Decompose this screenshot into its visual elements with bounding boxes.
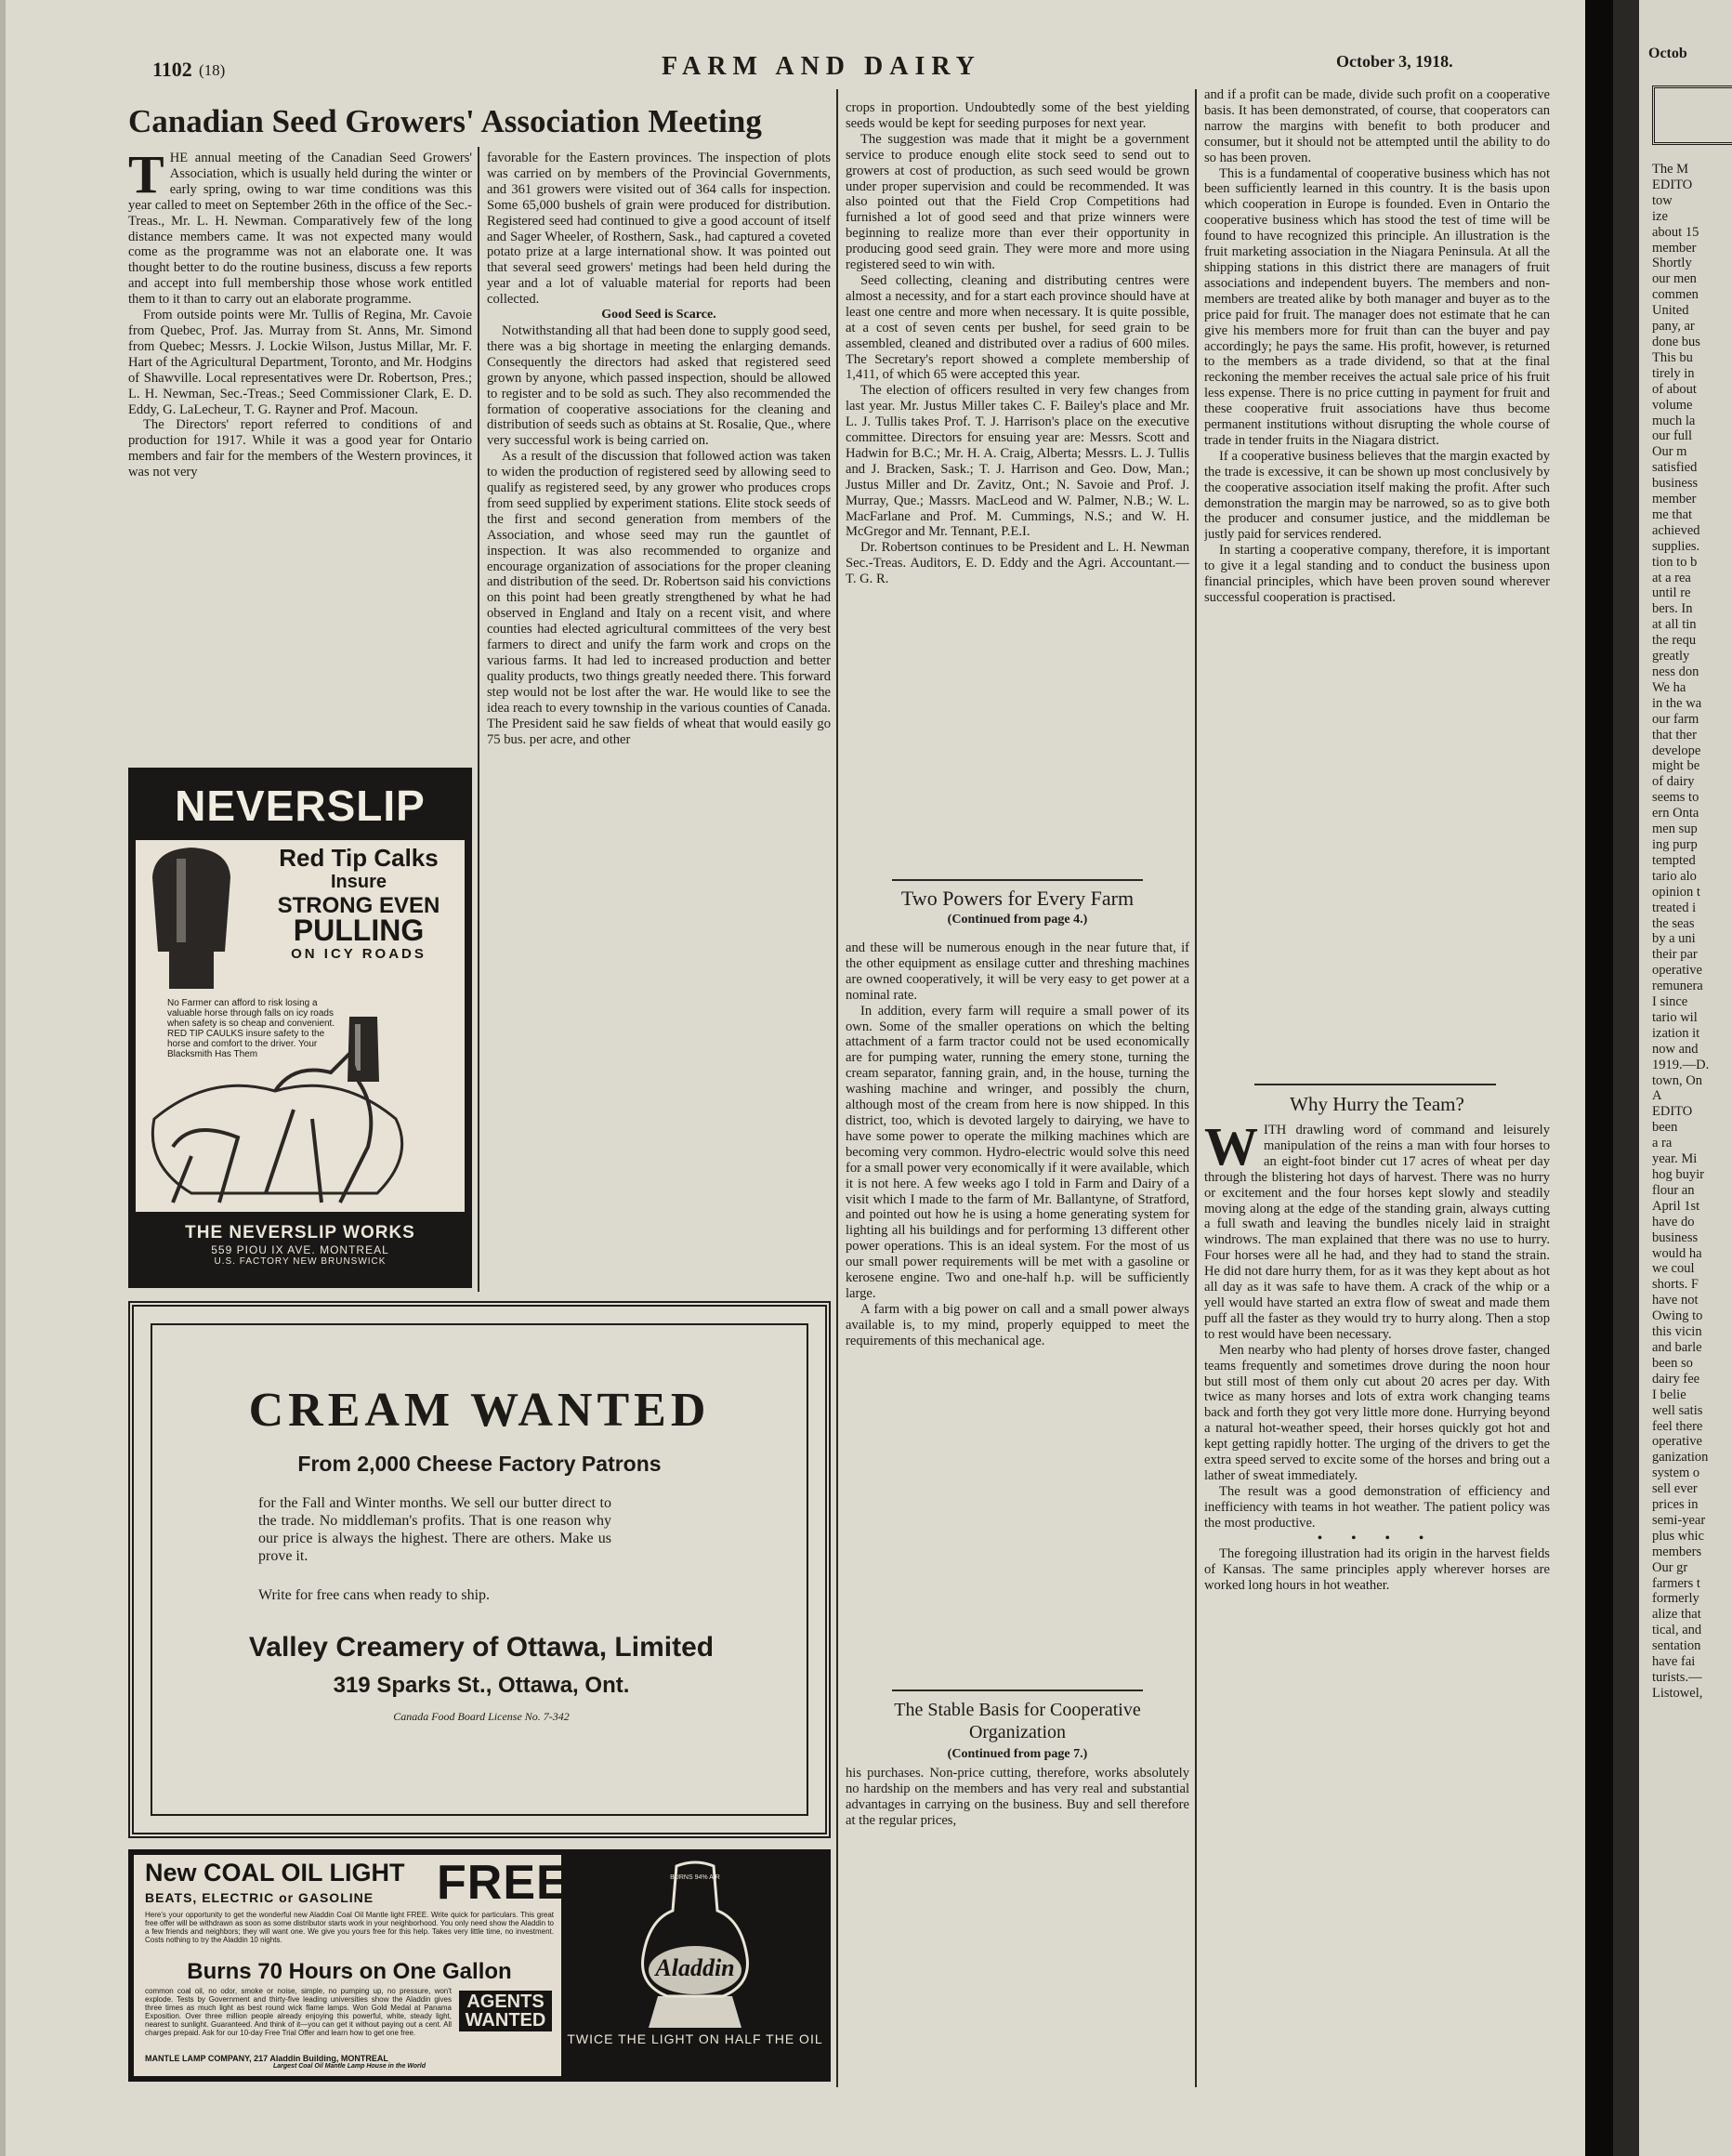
ad-panel: [136, 840, 465, 1212]
facing-page-line: ness don: [1652, 664, 1699, 679]
continued-note: (Continued from page 7.): [947, 1747, 1088, 1761]
facing-page-line: Owing to: [1652, 1308, 1703, 1324]
facing-page-line: ing purp: [1652, 836, 1698, 852]
section-divider: [892, 1689, 1143, 1691]
facing-page-line: been: [1652, 1120, 1678, 1136]
facing-page-line: flour an: [1652, 1182, 1695, 1198]
facing-page-line: member: [1652, 240, 1697, 256]
facing-page-line: volume: [1652, 397, 1693, 413]
neverslip-footer: THE NEVERSLIP WORKS 559 PIOU IX AVE. MONTREAL U.S. FACTORY NEW BRUNSWICK: [185, 1223, 415, 1267]
paragraph: his purchases. Non-price cutting, therefore, works absolutely no hardship on the members and has very real and substantial advantages in carrying on the business. Buy and sell therefore at the regular prices,: [846, 1766, 1189, 1828]
lamp-icon: [565, 1855, 825, 2031]
facing-page-line: done bus: [1652, 334, 1700, 349]
facing-page-line: This bu: [1652, 349, 1693, 365]
paragraph: In addition, every farm will require a small power of its own. Some of the smaller operations on which the belting attachment of a farm tractor could not be used economically are for pumping water, running the emery stone, turning the cream separator, fanning grain, and, in the house, turning the washing machine and wringer, and possibly the churn, although most of the cream from here is now shipped. In this district, too, which is devoted largely to dairying, we have to have some power to operate the milking machines which are becoming very common. Hydro-electric would solve this need for a small power very economically if it were available, which it is not here. A few weeks ago I told in Farm and Dairy of a visit which I made to the farm of Mr. Ballantyne, of Stratford, and pointed out how he is using a home generating system for lighting all his buildings and for performing 13 different other power operations. This is an ideal system. For the most of us our small power requirements will be met with a gasoline or kerosene engine. Two and one-half h.p. will be sufficiently large.: [846, 1003, 1189, 1301]
facing-page-line: farmers t: [1652, 1575, 1700, 1591]
facing-page-line: ern Onta: [1652, 806, 1699, 822]
section-divider: [892, 879, 1143, 881]
facing-page-line: year. Mi: [1652, 1151, 1698, 1167]
lamp-offer-text: Here's your opportunity to get the wonderful new Aladdin Coal Oil Mantle light FREE. Write quick for particulars. This great free offer will be withdrawn as soon as some distributor starts work in your neighborhood. You only need show the Aladdin to a few friends and neighbors; they will want one. We give you yours free for this help. Takes very little time, no investment. Costs nothing to try the Aladdin 10 nights.: [145, 1911, 554, 1944]
lamp-brand-text: Aladdin: [655, 1954, 735, 1981]
lamp-company: MANTLE LAMP COMPANY, 217 Aladdin Building, MONTREAL Largest Coal Oil Mantle Lamp House in the World: [145, 2054, 426, 2070]
column-rule: [478, 147, 479, 1292]
binding-gutter: [1585, 0, 1613, 2156]
facing-page-line: would ha: [1652, 1245, 1702, 1261]
article-title-stable-basis: The Stable Basis for Cooperative Organization: [894, 1700, 1141, 1742]
facing-page-date: Octob: [1648, 46, 1687, 61]
facing-page-line: until re: [1652, 585, 1691, 601]
masthead: FARM AND DAIRY: [662, 52, 981, 81]
facing-page-line: I belie: [1652, 1387, 1686, 1402]
facing-page-line: tion to b: [1652, 554, 1698, 570]
facing-page-line: greatly: [1652, 649, 1690, 664]
facing-page-line: shorts. F: [1652, 1277, 1699, 1293]
facing-page-line: United: [1652, 303, 1689, 319]
facing-page-line: treated i: [1652, 900, 1697, 915]
article-stable-basis-body: [846, 1766, 1189, 2082]
facing-page-line: have fai: [1652, 1654, 1696, 1670]
facing-page-line: The M: [1652, 162, 1689, 177]
facing-page-line: sell ever: [1652, 1481, 1698, 1497]
facing-page-line: by a uni: [1652, 931, 1696, 947]
facing-page-line: about 15: [1652, 224, 1699, 240]
article-column-2: [487, 151, 831, 1290]
facing-page-line: turists.—: [1652, 1670, 1702, 1685]
facing-page-line: operative: [1652, 963, 1702, 979]
food-board-license: Canada Food Board License No. 7-342: [393, 1710, 570, 1723]
page-sub-number: (18): [199, 61, 226, 79]
facing-page-line: operative: [1652, 1434, 1702, 1450]
paragraph: Dr. Robertson continues to be President and L. H. Newman Sec.-Treas. Auditors, E. D. Eddy and the Agri. Accountant.—T. G. R.: [846, 540, 1189, 587]
neverslip-advertisement: [128, 768, 472, 1288]
lamp-subhead: BEATS, ELECTRIC or GASOLINE: [145, 1890, 374, 1905]
ad-border: [151, 1323, 808, 1816]
paragraph: Men nearby who had plenty of horses drove faster, changed teams frequently and sometimes drove during the noon hour but still most of them only cut about 20 acres per day. With twice as many horses and lots of extra work changing teams back and forth they got very little more done. Hurrying beyond a natural hot-weather speed, their horses quickly got hot and kept getting rapidly hotter. The urging of the drivers to get the extra speed served to excite some of the horses and bring out a lather of sweat immediately.: [1204, 1342, 1550, 1483]
facing-page-line: formerly: [1652, 1591, 1699, 1607]
facing-page-line: commen: [1652, 287, 1699, 303]
cream-body: for the Fall and Winter months. We sell our butter direct to the trade. No middleman's profits. That is one reason why our price is always the highest. There are others. Make us prove it.: [258, 1495, 611, 1564]
facing-page-line: in the wa: [1652, 695, 1702, 711]
facing-page-line: a ra: [1652, 1136, 1673, 1151]
paragraph: A farm with a big power on call and a small power always available is, to my mind, properly equipped to meet the requirements of this mechanical age.: [846, 1301, 1189, 1348]
facing-page-line: Our m: [1652, 444, 1687, 460]
facing-page-line: We ha: [1652, 679, 1686, 695]
facing-page-line: plus whic: [1652, 1528, 1704, 1544]
facing-page-line: the seas: [1652, 915, 1695, 931]
paragraph: In starting a cooperative company, therefore, it is important to give it a legal standing and to conduct the business upon financial principles, which have been proven sound wherever successful cooperation is practised.: [1204, 543, 1550, 605]
facing-page-line: have not: [1652, 1293, 1699, 1308]
separator-dots: • • • •: [1317, 1531, 1437, 1545]
issue-date: October 3, 1918.: [1336, 52, 1453, 71]
facing-page-line: achieved: [1652, 522, 1700, 538]
paragraph: Notwithstanding all that had been done to supply good seed, there was a big shortage in meeting the enlarging demands. Consequently the directors had asked that registered seed grown by anyone, which passed inspection, should be allowed to register and to be sold as such. They also recommended the formation of cooperative associations for the cleaning and distribution of seeds such as obtains at St. Rosalie, Que., where very successful work is being carried on.: [487, 322, 831, 449]
facing-page-line: seems to: [1652, 790, 1699, 806]
drop-cap: W: [1204, 1123, 1258, 1177]
paragraph: From outside points were Mr. Tullis of Regina, Mr. Cavoie from Quebec, Prof. Jas. Murray from St. Anns, Mr. Simond from Quebec; Messrs. J. Lockie Wilson, Justus Millar, Mr. F. Hart of the Agricultural Department, Toronto, and Mr. Hodgins of Shawville. Local representatives were Dr. Robertson, Pres.; L. H. Newman, Sec.-Treas.; Seed Commissioner Clark, E. D. Eddy, G. LaLecheur, T. G. Rayner and Prof. Macoun.: [128, 308, 472, 417]
facing-page-line: of about: [1652, 381, 1697, 397]
creamery-address: 319 Sparks St., Ottawa, Ont.: [333, 1673, 630, 1698]
facing-page-line: ganization: [1652, 1450, 1709, 1466]
paragraph: The foregoing illustration had its origin in the harvest fields of Kansas. The same principles apply wherever horses are worked long hours in hot weather.: [1204, 1546, 1550, 1594]
paragraph: favorable for the Eastern provinces. The inspection of plots was carried on by members of the Provincial Governments, and 361 growers were visited out of 364 calls for inspection. Some 65,000 bushels of grain were produced for distribution. Registered seed had continued to give a good account of itself and Sager Wheeler, of Rosthern, Sask., had captured a coveted potato prize at a large international show. It was pointed out that several seed growers' metings had been held during the year and a lot of valuable material for reports had been collected.: [487, 151, 831, 308]
creamery-name: Valley Creamery of Ottawa, Limited: [248, 1632, 715, 1663]
facing-page-line: opinion t: [1652, 884, 1700, 900]
neverslip-brand: NEVERSLIP: [175, 782, 426, 830]
facing-page-line: ization it: [1652, 1025, 1700, 1041]
lamp-burns-headline: Burns 70 Hours on One Gallon: [187, 1959, 512, 1984]
paragraph: The suggestion was made that it might be a government service to produce enough elite stock seed to send out to growers at cost of production, as such seed would be grown under proper supervision and could be recommended. It was also pointed out that the Field Crop Competitions had furnished a lot of good seed and that prize winners were beginning to realize more than ever their opportunity in producing good seed grain. They were more and more using registered seed to win with.: [846, 131, 1189, 273]
facing-page-line: men sup: [1652, 822, 1698, 837]
facing-page-line: A: [1652, 1088, 1662, 1104]
section-divider: [1254, 1084, 1496, 1085]
paragraph: This is a fundamental of cooperative business which has not been sufficiently learned in this country. It is the basis upon which cooperation in Europe is founded. Even in Ontario the cooperative business which has stood the test of time will be found to have recognized this principle. An illustration is the fruit marketing association in the Niagara Peninsula. At all the shipping stations in this district there are managers of fruit associations and independent buyers. The members and non-members are treated alike by both manager and buyer as to the price paid for fruit. The manager does not estimate that he can give his members more for fruit than can the buyer and pay accordingly; he pays the same. His profit, however, is returned to the members as a trade dividend, so that at the final reckoning the member receives the actual sale price of his fruit less expense. There is no price cutting in payment for fruit and these cooperative fruit associations have thus become permanent institutions without disrupting the whole course of trade in tender fruits in the Niagara district.: [1204, 165, 1550, 448]
paragraph: and these will be numerous enough in the near future that, if the other equipment as ensilage cutter and threshing machines are owned cooperatively, it will be very easy to get power at a nominal rate.: [846, 940, 1189, 1003]
paragraph: The election of officers resulted in very few changes from last year. Mr. Justus Miller takes C. F. Bailey's place and Mr. L. J. Tullis takes Prof. T. J. Harrison's place on the executive committee. Directors for ensuing year are: Messrs. Scott and Hadwin for B.C.; Mr. H. A. Craig, Alberta; Messrs. L. J. Tullis and J. Bracken, Sask.; T. J. Harrison and Geo. Dow, Man.; Justus Miller and Dr. Zavitz, Ont.; N. Savoie and Prof. J. Murray, Que.; Massrs. MacLeod and W. Palmer, N.B.; W. L. MacFarlane and Prof. M. Cummings, N.S.; and W. H. McGregor and Mr. Tennant, P.E.I.: [846, 383, 1189, 540]
paragraph: The Directors' report referred to conditions of and production for 1917. While it was a good year for Ontario members and fair for the members of the Western provinces, it was not very: [128, 417, 472, 480]
facing-page-line: I since: [1652, 994, 1688, 1010]
paragraph: crops in proportion. Undoubtedly some of the best yielding seeds would be kept for seeding purposes for next year.: [846, 100, 1189, 131]
facing-page-line: prices in: [1652, 1497, 1699, 1513]
paragraph: ITH drawling word of command and leisurely manipulation of the reins a man with four horses to an eight-foot binder cut 17 acres of wheat per day through the blistering hot days of harvest. There was no hurry or excitement and the four horses kept slowly and steadily moving along at the edge of the standing grain, always cutting a full swath and leaving the bundles nicely laid in straight windrows. The man explained that there was no use to hurry. Four horses were all he had, and they had to stand the strain. He did not dare hurry them, for as it was they kept about as hot all day as it was safe to have them. A crack of the whip or a yell would have started an extra flow of sweat and made them puff all the faster as they would try to hurry along. Then a stop to rest would have been necessary.: [1204, 1123, 1550, 1342]
facing-page-line: Listowel,: [1652, 1685, 1703, 1701]
subheading: Good Seed is Scarce.: [601, 308, 716, 322]
facing-page-box: [1652, 85, 1732, 145]
facing-page-line: we coul: [1652, 1261, 1695, 1277]
page-number: 1102: [152, 58, 192, 81]
facing-page-line: Shortly: [1652, 256, 1692, 271]
facing-page-line: their par: [1652, 947, 1698, 963]
facing-page-line: system o: [1652, 1466, 1700, 1481]
facing-page-line: member: [1652, 492, 1697, 507]
article-column-3: [846, 100, 1189, 875]
facing-page-line: business: [1652, 476, 1699, 492]
cream-headline: CREAM WANTED: [248, 1384, 711, 1437]
facing-page-line: April 1st: [1652, 1198, 1700, 1214]
facing-page-line: tario wil: [1652, 1009, 1698, 1025]
article-column-1: [128, 151, 472, 756]
article-hurry-team-body: [1204, 1123, 1550, 1931]
article-stable-basis-continued: [1204, 87, 1550, 1074]
facing-page-line: semi-year: [1652, 1512, 1706, 1528]
lamp-detail-text: common coal oil, no odor, smoke or noise, simple, no pumping up, no pressure, won't explode. Tests by Government and thirty-five leading universities show the Aladdin gives three times as much light as best round wick flame lamps. Won Gold Medal at Panama Exposition. Over three million people already enjoying this powerful, white, steady light, nearest to sunlight. Guaranteed. And think of it—you can get it without paying out a cent. All charges prepaid. Ask for our 10-day Free Trial Offer and learn how to get one free.: [145, 1987, 452, 2037]
facing-page-text: [1652, 162, 1709, 1702]
article-title-seed-growers: Canadian Seed Growers' Association Meeting: [128, 103, 762, 139]
paragraph: If a cooperative business believes that the margin exacted by the trade is excessive, it can be shown up most conclusively by the cooperative association itself making the profit. After such demonstration the margin may be narrowed, so as to give both the producer and consumer justice, and the middleman be justly paid for services rendered.: [1204, 448, 1550, 543]
lamp-ad-text-panel: [134, 1855, 570, 2076]
neverslip-tagline: Red Tip Calks Insure STRONG EVEN PULLING ON ICY ROADS: [277, 844, 440, 962]
neverslip-body: No Farmer can afford to risk losing a valuable horse through falls on icy roads when safety is so cheap and convenient. RED TIP CAULKS insure safety to the horse and comfort to the driver. Your Blacksmith Has Them: [167, 998, 335, 1059]
facing-page-line: sentation: [1652, 1638, 1701, 1654]
facing-page-line: 1919.—D.: [1652, 1057, 1710, 1072]
article-title-two-powers: Two Powers for Every Farm: [900, 887, 1135, 910]
facing-page-line: tempted: [1652, 852, 1696, 868]
facing-page-line: our full: [1652, 428, 1693, 444]
article-title-hurry-team: Why Hurry the Team?: [1290, 1093, 1464, 1115]
facing-page-line: EDITO: [1652, 1104, 1693, 1120]
drop-cap: T: [128, 151, 164, 204]
lamp-top-text: BURNS 94% AIR: [670, 1874, 720, 1881]
paragraph: HE annual meeting of the Canadian Seed Growers' Association, which is usually held during the winter or early spring, owing to war time conditions was this year called to meet on September 26th in the office of the Sec.-Treas., Mr. L. H. Newman. Comparatively few of the long distance members came. It was not expected many would come as the programme was not an elaborate one. It was thought better to do the routine business, discuss a few reports and accept into full membership those whose work entitled them to it than to carry out an elaborate programme.: [128, 151, 472, 308]
binding-shadow: [1613, 0, 1639, 2156]
facing-page-line: supplies.: [1652, 538, 1700, 554]
facing-page-line: alize that: [1652, 1607, 1701, 1623]
facing-page-line: Our gr: [1652, 1559, 1688, 1575]
facing-page-line: and barle: [1652, 1339, 1702, 1355]
facing-page-line: members: [1652, 1544, 1702, 1559]
continued-note: (Continued from page 4.): [947, 913, 1088, 927]
facing-page-line: feel there: [1652, 1418, 1703, 1434]
facing-page-edge: [1639, 0, 1732, 2156]
lamp-free: FREE: [437, 1856, 570, 1910]
facing-page-line: pany, ar: [1652, 319, 1695, 335]
agents-wanted-badge: AGENTS WANTED: [459, 1991, 552, 2031]
facing-page-line: ize: [1652, 208, 1668, 224]
facing-page-line: tow: [1652, 192, 1673, 208]
facing-page-line: have do: [1652, 1214, 1695, 1229]
aladdin-lamp-advertisement: [128, 1849, 831, 2082]
facing-page-line: tario alo: [1652, 868, 1697, 884]
facing-page-line: town, On: [1652, 1072, 1702, 1088]
paragraph: As a result of the discussion that followed action was taken to widen the production of registered seed by allowing seed to qualify as registered seed, by any grower who produces crops from seed supplied by experiment stations. Elite stock seeds of the first and second generation from members of the Association, and whose seed may run the gauntlet of inspection. It was also recommended to organize and encourage organization of associations for the proper cleaning and distribution of the seed. Dr. Robertson said his convictions on this point had been greatly strengthened by what he had observed in England and Italy on a recent visit, and where counties had elected agricultural committees of the very best farmers to direct and unify the farm work and crops on the various farms. It had led to increased production and better quality products, two things greatly needed there. This forward step would not be lost after the war. He would like to see the idea reach to every township in the various counties of Canada. The President said he saw fields of wheat that would easily go 75 bus. per acre, and other: [487, 449, 831, 747]
facing-page-line: EDITO: [1652, 177, 1693, 192]
page-edge: [0, 0, 6, 2156]
facing-page-line: been so: [1652, 1355, 1693, 1371]
column-rule: [1195, 89, 1197, 2087]
lamp-tagline: TWICE THE LIGHT ON HALF THE OIL: [567, 2031, 823, 2046]
article-two-powers-body: [846, 940, 1189, 1686]
facing-page-line: our men: [1652, 271, 1697, 287]
cream-subhead: From 2,000 Cheese Factory Patrons: [297, 1452, 662, 1476]
facing-page-line: now and: [1652, 1041, 1699, 1057]
facing-page-line: this vicin: [1652, 1324, 1702, 1340]
facing-page-line: of dairy: [1652, 774, 1695, 790]
facing-page-line: much la: [1652, 413, 1696, 428]
paragraph: The result was a good demonstration of efficiency and inefficiency with teams in hot weather. The patient policy was the most productive.: [1204, 1483, 1550, 1531]
lamp-headline: New COAL OIL LIGHT: [145, 1859, 405, 1886]
facing-page-line: well satis: [1652, 1402, 1703, 1418]
cream-wanted-advertisement: [128, 1301, 831, 1838]
facing-page-line: might be: [1652, 758, 1700, 774]
facing-page-line: tirely in: [1652, 365, 1695, 381]
paragraph: and if a profit can be made, divide such profit on a cooperative basis. It has been demonstrated, of course, that cooperators can narrow the margins with benefit to both producer and consumer, but it should not be attempted until the ability to do so has been proven.: [1204, 87, 1550, 165]
facing-page-line: our farm: [1652, 711, 1699, 727]
facing-page-line: business: [1652, 1229, 1699, 1245]
facing-page-line: hog buyir: [1652, 1167, 1704, 1182]
facing-page-line: develope: [1652, 743, 1701, 758]
facing-page-line: that ther: [1652, 727, 1697, 743]
facing-page-line: at all tin: [1652, 617, 1697, 633]
cream-write-note: Write for free cans when ready to ship.: [258, 1587, 491, 1603]
facing-page-line: dairy fee: [1652, 1371, 1700, 1387]
facing-page-line: tical, and: [1652, 1623, 1702, 1638]
facing-page-line: remunera: [1652, 979, 1703, 994]
facing-page-line: bers. In: [1652, 601, 1693, 617]
column-rule: [836, 89, 838, 2087]
paragraph: Seed collecting, cleaning and distributing centres were almost a necessity, and for a start each province should have at least one centre and more when necessary. It is quite possible, at a cost of seven cents per bushel, for seed grain to be assembled, cleaned and distributed over a radius of 600 miles. The Secretary's report showed a complete membership of 1,411, of which 65 were accepted this year.: [846, 272, 1189, 383]
facing-page-line: the requ: [1652, 633, 1697, 649]
facing-page-line: at a rea: [1652, 570, 1691, 585]
facing-page-line: satisfied: [1652, 460, 1698, 476]
facing-page-line: me that: [1652, 506, 1693, 522]
